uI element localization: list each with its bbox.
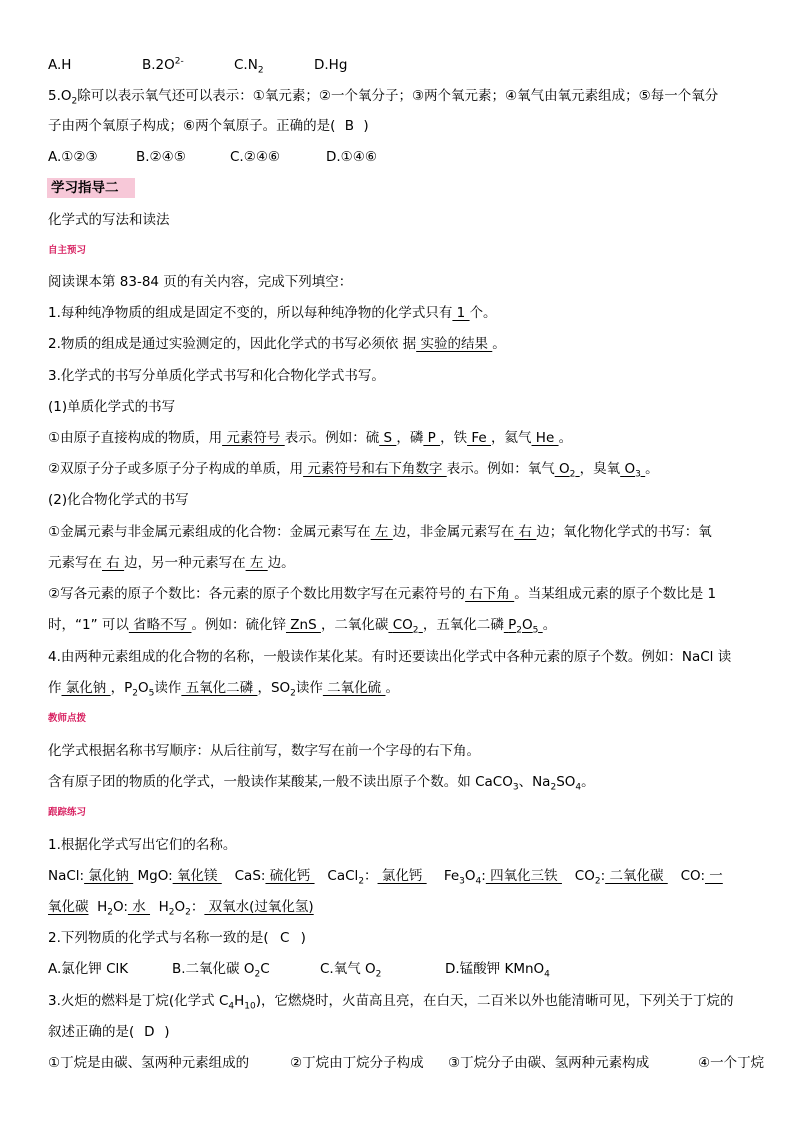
- practice-3-answer: D: [144, 1024, 155, 1040]
- blank-2: 实验的结果: [416, 336, 493, 352]
- practice-2: 2.下列物质的化学式与名称一致的是( C ): [48, 930, 306, 946]
- q5-options: [48, 147, 753, 167]
- p2-option-a: A.氯化钾 ClK: [48, 961, 129, 977]
- q4-option-a: A.H: [48, 57, 72, 73]
- item-3: 3.化学式的书写分单质化学式书写和化合物化学式书写。: [48, 368, 385, 384]
- q5-option-c: C.②④⑥: [230, 149, 281, 165]
- practice-1-line1: NaCl: 氯化钠 MgO: 氧化镁 CaS: 硫化钙 CaCl$_2$： 氯化钙 $Fe_3O_4$: 四氧化三铁 $CO_2$: 二氧化碳 CO: 一: [48, 868, 723, 887]
- sub1-a: ①由原子直接构成的物质，用 元素符号 表示。例如：硫 S ，磷 P ，铁 Fe ，氦气 He 。: [48, 430, 573, 446]
- practice-3-line2: 叙述正确的是( D ): [48, 1024, 170, 1040]
- p2-option-b: B.二氧化碳 $O_2C$: [172, 961, 270, 980]
- sub2-b-line2: 时，“1” 可以 省略不写 。例如：硫化锌 ZnS ，二氧化碳 $CO_2$ ，五氧化二磷 $P_2O_5$ 。: [48, 617, 557, 636]
- q4-option-c: $C.N_2$: [234, 57, 264, 76]
- item-2: 2.物质的组成是通过实验测定的，因此化学式的书写必须依 据 实验的结果 。: [48, 336, 506, 352]
- tip-1: 化学式根据名称书写顺序：从后往前写，数字写在前一个字母的右下角。: [48, 743, 480, 759]
- blank-1: 1: [452, 305, 470, 321]
- sub2-a-line2: 元素写在 右 边，另一种元素写在 左 边。: [48, 555, 295, 571]
- item-4-line2: 作 氯化钠 ，$P_2O_5$读作 五氧化二磷 ，$SO_2$读作 二氧化硫 。: [48, 680, 399, 699]
- section-subtitle: 化学式的写法和读法: [48, 212, 170, 228]
- q5-option-a: A.①②③: [48, 149, 98, 165]
- tag-preview: 自主预习: [48, 245, 87, 256]
- sub1-title: (1)单质化学式的书写: [48, 399, 176, 415]
- q5-line2: 子由两个氧原子构成；⑥两个氧原子。正确的是( B ): [48, 118, 369, 134]
- tip-2: 含有原子团的物质的化学式，一般读作某酸某,一般不读出原子个数。如 CaCO$_3$、$Na_2SO_4$。: [48, 774, 595, 793]
- q5-answer: B: [344, 118, 354, 134]
- sub1-b: ②双原子分子或多原子分子构成的单质，用 元素符号和右下角数字 表示。例如：氧气 $O_2$ ，臭氧 $O_3$ 。: [48, 461, 659, 480]
- q5-line1: $5.O_2$除可以表示氧气还可以表示：①氧元素；②一个氧分子；③两个氧元素；④氧气由氧元素组成；⑤每一个氧分: [48, 88, 719, 107]
- sub2-a-line1: ①金属元素与非金属元素组成的化合物：金属元素写在 左 边，非金属元素写在 右 边；氧化物化学式的书写：氧: [48, 524, 712, 540]
- tag-teacher: 教师点拨: [48, 713, 87, 724]
- sub2-b-line1: ②写各元素的原子个数比：各元素的原子个数比用数字写在元素符号的 右下角 。当某组成元素的原子个数比是 1: [48, 586, 717, 602]
- intro-line: 阅读课本第 83-84 页的有关内容，完成下列填空：: [48, 274, 353, 290]
- practice-1-title: 1.根据化学式写出它们的名称。: [48, 837, 237, 853]
- practice-2-answer: C: [279, 930, 290, 946]
- practice-3-line1: 3.火炬的燃料是丁烷(化学式 $C_4H_{10}$)，它燃烧时，火苗高且亮，在白天，二百米以外也能清晰可见，下列关于丁烷的: [48, 993, 734, 1012]
- practice-1-line2: 氧化碳 $H_2O$: 水 $H_2O_2$： 双氧水(过氧化氢): [48, 899, 314, 918]
- practice-3-line3: ①丁烷是由碳、氢两种元素组成的 ②丁烷由丁烷分子构成 ③丁烷分子由碳、氢两种元素构成 ④一个丁烷: [48, 1055, 765, 1071]
- p2-option-d: D.锰酸钾 KMnO$_4$: [445, 961, 550, 980]
- q5-option-b: B.②④⑤: [136, 149, 186, 165]
- q4-options: [48, 55, 753, 75]
- p2-option-c: C.氧气 $O_2$: [320, 961, 382, 980]
- practice-2-options: [48, 959, 753, 979]
- tag-practice: 跟踪练习: [48, 807, 87, 818]
- section-header: 学习指导二: [47, 178, 135, 198]
- q4-option-d: D.Hg: [314, 57, 348, 73]
- q5-option-d: D.①④⑥: [326, 149, 377, 165]
- q4-option-b: $B.2O^{2-}$: [142, 56, 184, 73]
- item-1: 1.每种纯净物质的组成是固定不变的，所以每种纯净物的化学式只有 1 个。: [48, 305, 497, 321]
- item-4-line1: 4.由两种元素组成的化合物的名称，一般读作某化某。有时还要读出化学式中各种元素的原子个数。例如：NaCl 读: [48, 649, 732, 665]
- sub2-title: (2)化合物化学式的书写: [48, 492, 189, 508]
